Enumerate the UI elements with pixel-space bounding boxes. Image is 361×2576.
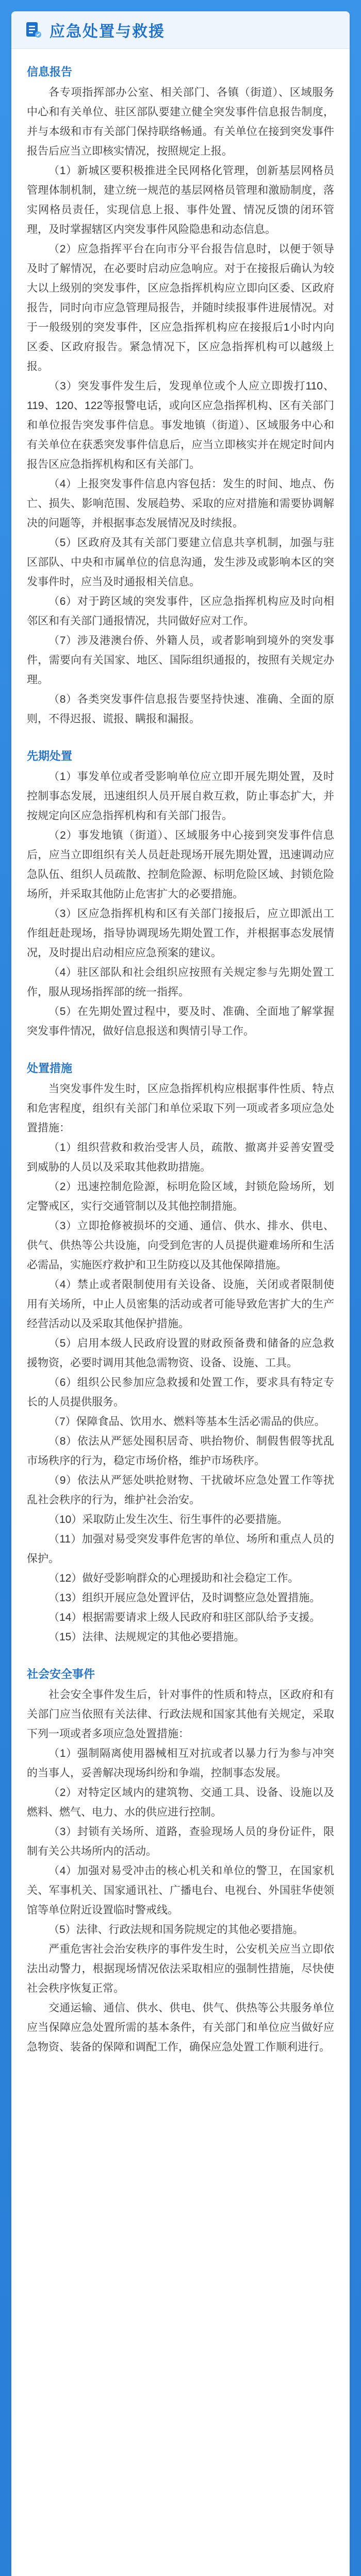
paragraph: （5）区政府及其有关部门要建立信息共享机制，加强与驻区部队、中央和市属单位的信息沟通，发生涉及或影响本区的突发事件时，应当及时通报相关信息。 [27,537,334,588]
paragraph: （3）立即抢修被损坏的交通、通信、供水、排水、供电、供气、供热等公共设施，向受到危害的人员提供避难场所和生活必需品，实施医疗救护和卫生防疫以及其他保障措施。 [27,1220,334,1271]
paragraph: （3）区应急指挥机构和区有关部门接报后，应立即派出工作组赶赴现场，指导协调现场先期处置工作，并根据事态发展情况，及时提出启动相应应急预案的建议。 [27,908,334,959]
section-block [27,62,334,729]
paragraph: 社会安全事件发生后，针对事件的性质和特点，区政府和有关部门应当依照有关法律、行政法规和国家其他有关规定，采取下列一项或者多项应急处置措施： [27,1689,334,1740]
paragraph: （3）封锁有关场所、道路，查验现场人员的身份证件，限制有关公共场所内的活动。 [27,1826,334,1857]
section-heading: 先期处置 [27,750,73,762]
section-block [27,747,334,1041]
paragraph: 严重危害社会治安秩序的事件发生时，公安机关应当立即依法出动警力，根据现场情况依法采取相应的强制性措施，尽快使社会秩序恢复正常。 [27,1943,334,1994]
paragraph: （14）根据需要请求上级人民政府和驻区部队给予支援。 [48,1612,321,1623]
paragraph: （1）组织营救和救治受害人员，疏散、撤离并妥善安置受到威胁的人员以及采取其他救助措施。 [27,1142,334,1173]
paragraph: （8）各类突发事件信息报告要坚持快速、准确、全面的原则，不得迟报、谎报、瞒报和漏报。 [27,693,334,725]
page-title: 应急处置与救援 [50,23,165,40]
paragraph: （1）强制隔离使用器械相互对抗或者以暴力行为参与冲突的当事人，妥善解决现场纠纷和争端，控制事态发展。 [27,1748,334,1779]
content-card [11,11,350,2576]
paragraph: （5）法律、行政法规和国务院规定的其他必要措施。 [48,1924,304,1936]
paragraph: （7）保障食品、饮用水、燃料等基本生活必需品的供应。 [48,1416,325,1428]
paragraph: （8）依法从严惩处囤积居奇、哄抬物价、制假售假等扰乱市场秩序的行为，稳定市场价格，维护市场秩序。 [27,1435,334,1467]
paragraph: （2）事发地镇（街道）、区域服务中心接到突发事件信息后，应当立即组织有关人员赶赴现场开展先期处置，迅速调动应急队伍、组织人员疏散、控制危险源、标明危险区域、封锁危险场所，并采取其他防止危害扩大的必要措施。 [27,829,334,900]
paragraph: （1）事发单位或者受影响单位应立即开展先期处置，及时控制事态发展，迅速组织人员开展自救互救，防止事态扩大，并按规定向区应急指挥机构和有关部门报告。 [27,771,334,822]
paragraph: （2）对特定区域内的建筑物、交通工具、设备、设施以及燃料、燃气、电力、水的供应进行控制。 [27,1787,334,1818]
paragraph: 当突发事件发生时，区应急指挥机构应根据事件性质、特点和危害程度，组织有关部门和单位采取下列一项或者多项应急处置措施： [27,1083,334,1134]
paragraph: （4）禁止或者限制使用有关设备、设施，关闭或者限制使用有关场所，中止人员密集的活动或者可能导致危害扩大的生产经营活动以及采取其他保护措施。 [27,1279,334,1330]
paragraph: （9）依法从严惩处哄抢财物、干扰破坏应急处置工作等扰乱社会秩序的行为，维护社会治安。 [27,1475,334,1506]
paragraph: （5）在先期处置过程中，要及时、准确、全面地了解掌握突发事件情况，做好信息报送和舆情引导工作。 [27,1006,334,1037]
paragraph: （13）组织开展应急处置评估，及时调整应急处置措施。 [48,1592,321,1604]
paragraph: 各专项指挥部办公室、相关部门、各镇（街道）、区域服务中心和有关单位、驻区部队要建立健全突发事件信息报告制度，并与本级和市有关部门保持联络畅通。有关单位在接到突发事件报告后应当立即核实情况，按照规定上报。 [27,87,334,157]
section-heading: 信息报告 [27,65,73,78]
paragraph: （2）应急指挥平台在向市分平台报告信息时，以便于领导及时了解情况，在必要时启动应急响应。对于在接报后确认为较大以上级别的突发事件，区应急指挥机构应立即向区委、区政府报告，同时向市应急管理局报告，并随时续报事件进展情况。对于一般级别的突发事件，区应急指挥机构应在接报后1小时内向区委、区政府报告。紧急情况下，区应急指挥机构可以越级上报。 [27,243,334,372]
paragraph: （7）涉及港澳台侨、外籍人员，或者影响到境外的突发事件，需要向有关国家、地区、国际组织通报的，按照有关规定办理。 [27,635,334,686]
paragraph: （15）法律、法规规定的其他必要措施。 [48,1631,245,1643]
section-heading: 社会安全事件 [27,1668,95,1681]
paragraph: （10）采取防止发生次生、衍生事件的必要措施。 [48,1514,288,1526]
paragraph: （6）组织公民参加应急救援和处置工作，要求具有特定专长的人员提供服务。 [27,1377,334,1408]
paragraph: 交通运输、通信、供水、供电、供气、供热等公共服务单位应当保障应急处置所需的基本条件，有关部门和单位应当做好应急物资、装备的保障和调配工作，确保应急处置工作顺利进行。 [27,2002,334,2053]
section-block [27,1665,334,2057]
section-block [27,1059,334,1647]
paragraph: （12）做好受影响群众的心理援助和社会稳定工作。 [48,1572,299,1584]
paragraph: （4）驻区部队和社会组织应按照有关规定参与先期处置工作，服从现场指挥部的统一指挥。 [27,967,334,998]
document-icon [24,21,42,39]
paragraph: （6）对于跨区域的突发事件，区应急指挥机构应及时向相邻区和有关部门通报情况，共同做好应对工作。 [27,596,334,627]
title-bar [11,11,350,49]
article-body [11,49,350,2085]
paragraph: （1）新城区要积极推进全民网格化管理，创新基层网格员管理体制机制，建立统一规范的基层网格员管理和激励制度，落实网格员责任，实现信息上报、事件处置、情况反馈的闭环管理，及时掌握辖区内突发事件风险隐患和动态信息。 [27,165,334,235]
section-heading: 处置措施 [27,1062,73,1075]
paragraph: （11）加强对易受突发事件危害的单位、场所和重点人员的保护。 [27,1533,334,1565]
paragraph: （4）加强对易受冲击的核心机关和单位的警卫，在国家机关、军事机关、国家通讯社、广播电台、电视台、外国驻华使领馆等单位附近设置临时警戒线。 [27,1865,334,1916]
paragraph: （4）上报突发事件信息内容包括：发生的时间、地点、伤亡、损失、影响范围、发展趋势、采取的应对措施和需要协调解决的问题等，并根据事态发展情况及时续报。 [27,478,334,529]
paragraph: （2）迅速控制危险源，标明危险区域，封锁危险场所，划定警戒区，实行交通管制以及其他控制措施。 [27,1181,334,1212]
paragraph: （3）突发事件发生后，发现单位或个人应立即拨打110、119、120、122等报警电话，或向区应急指挥机构、区有关部门和单位报告突发事件信息。事发地镇（街道）、区域服务中心和有关单位在获悉突发事件信息后，应当立即核实并在规定时间内报告区应急指挥机构和区有关部门。 [27,380,334,470]
paragraph: （5）启用本级人民政府设置的财政预备费和储备的应急救援物资，必要时调用其他急需物资、设备、设施、工具。 [27,1337,334,1369]
